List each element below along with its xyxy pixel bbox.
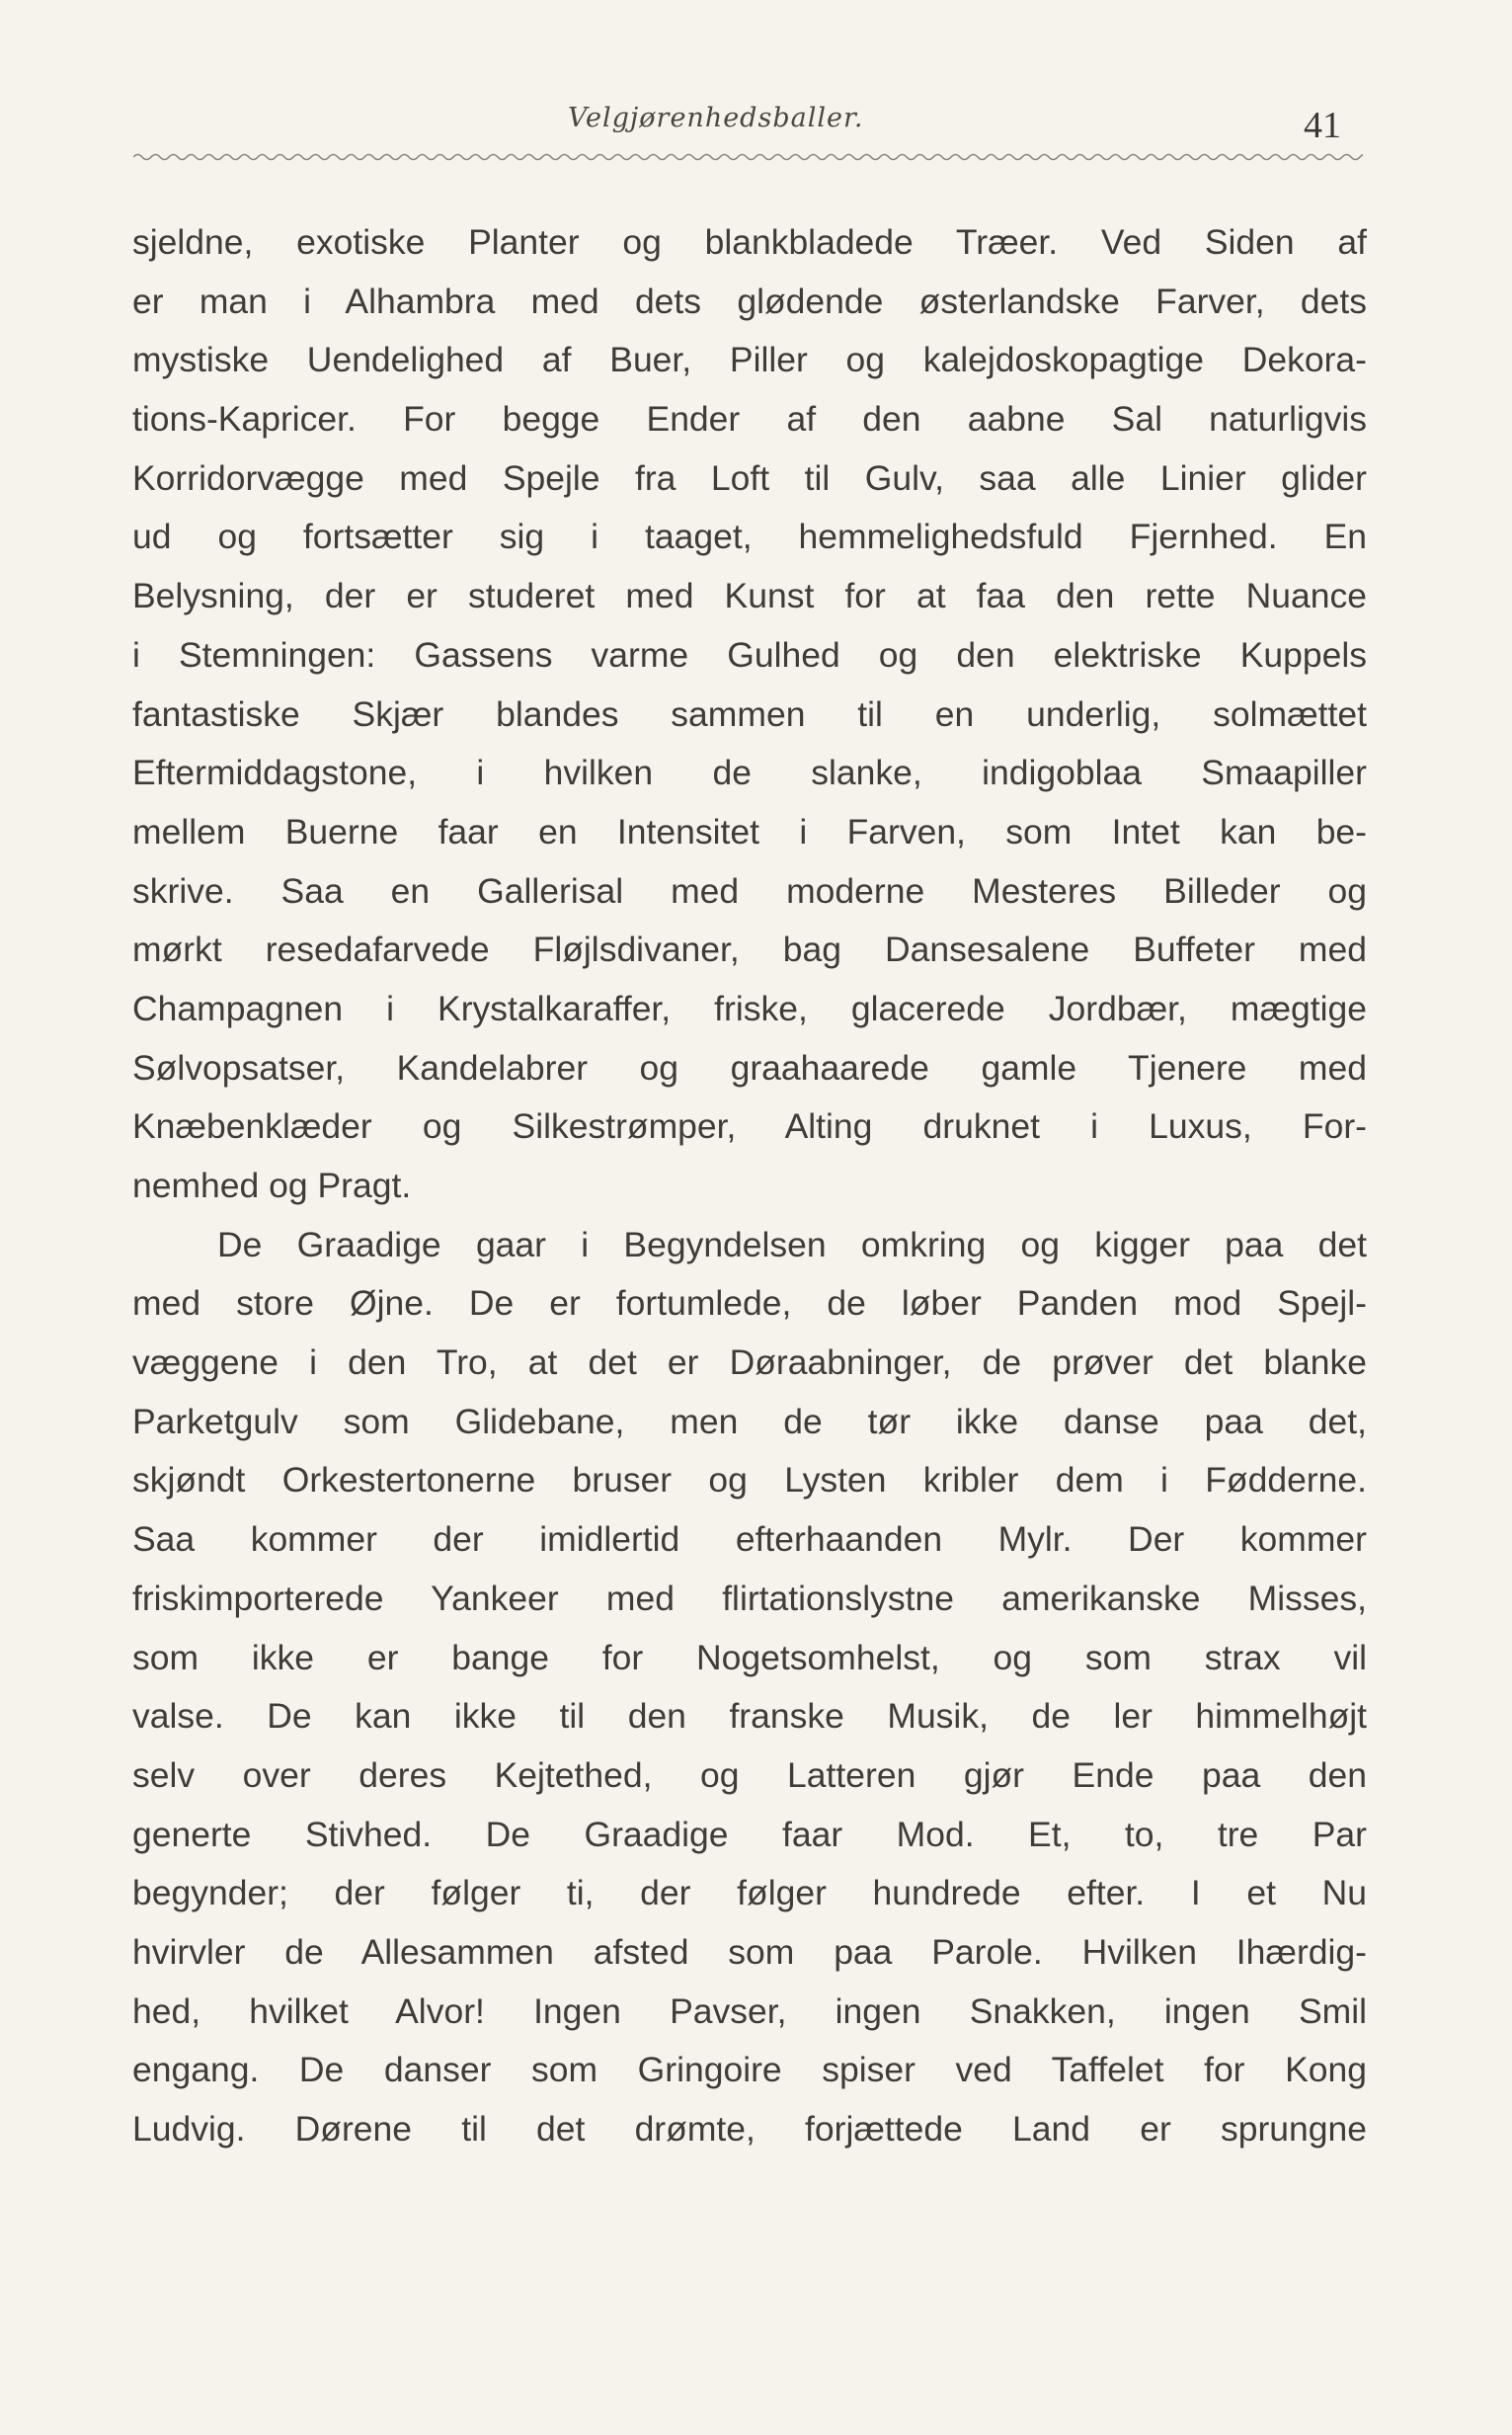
- text-line-11: mellem Buerne faar en Intensitet i Farven, som Intet kan be-: [132, 811, 1367, 852]
- page-number: 41: [1304, 105, 1341, 146]
- text-line-14: Champagnen i Krystalkaraffer, friske, glacerede Jordbær, mægtige: [132, 988, 1367, 1028]
- text-line-2: er man i Alhambra med dets glødende østerlandske Farver, dets: [132, 281, 1367, 321]
- text-line-17: nemhed og Pragt.: [132, 1166, 412, 1205]
- text-line-3: mystiske Uendelighed af Buer, Piller og kalejdoskopagtige Dekora-: [132, 340, 1367, 380]
- text-line-24: friskimporterede Yankeer med flirtationslystne amerikanske Misses,: [132, 1578, 1367, 1618]
- text-line-22: skjøndt Orkestertonerne bruser og Lysten kribler dem i Fødderne.: [132, 1460, 1367, 1501]
- text-line-27: selv over deres Kejtethed, og Latteren gjør Ende paa den: [132, 1754, 1367, 1795]
- text-line-26: valse. De kan ikke til den franske Musik, de ler himmelhøjt: [132, 1696, 1367, 1737]
- text-line-7: Belysning, der er studeret med Kunst for at faa den rette Nuance: [132, 576, 1367, 616]
- text-line-19: med store Øjne. De er fortumlede, de løber Panden mod Spejl-: [132, 1283, 1367, 1324]
- text-line-1: sjeldne, exotiske Planter og blankbladede Træer. Ved Siden af: [132, 222, 1367, 262]
- text-line-28: generte Stivhed. De Graadige faar Mod. Et, to, tre Par: [132, 1814, 1367, 1854]
- text-line-10: Eftermiddagstone, i hvilken de slanke, indigoblaa Smaapiller: [132, 753, 1367, 793]
- text-line-16: Knæbenklæder og Silkestrømper, Alting druknet i Luxus, For-: [132, 1106, 1367, 1147]
- text-line-31: hed, hvilket Alvor! Ingen Pavser, ingen Snakken, ingen Smil: [132, 1990, 1367, 2031]
- wavy-rule-ornament: [133, 148, 1363, 166]
- text-line-15: Sølvopsatser, Kandelabrer og graahaarede gamle Tjenere med: [132, 1047, 1367, 1088]
- text-line-29: begynder; der følger ti, der følger hundrede efter. I et Nu: [132, 1873, 1367, 1913]
- body-text: [132, 213, 1367, 2159]
- text-line-25: som ikke er bange for Nogetsomhelst, og som strax vil: [132, 1637, 1367, 1677]
- text-line-18: De Graadige gaar i Begyndelsen omkring og kigger paa det: [217, 1224, 1367, 1264]
- text-line-13: mørkt resedafarvede Fløjlsdivaner, bag Dansesalene Buffeter med: [132, 930, 1367, 970]
- text-line-4: tions-Kapricer. For begge Ender af den aabne Sal naturligvis: [132, 399, 1367, 440]
- text-line-5: Korridorvægge med Spejle fra Loft til Gulv, saa alle Linier glider: [132, 457, 1367, 498]
- text-line-8: i Stemningen: Gassens varme Gulhed og den elektriske Kuppels: [132, 634, 1367, 675]
- text-line-21: Parketgulv som Glidebane, men de tør ikke danse paa det,: [132, 1401, 1367, 1441]
- text-line-9: fantastiske Skjær blandes sammen til en underlig, solmættet: [132, 693, 1367, 734]
- text-line-33: Ludvig. Dørene til det drømte, forjættede Land er sprungne: [132, 2109, 1367, 2149]
- text-line-20: væggene i den Tro, at det er Døraabninger, de prøver det blanke: [132, 1342, 1367, 1383]
- text-line-23: Saa kommer der imidlertid efterhaanden Mylr. Der kommer: [132, 1519, 1367, 1560]
- text-line-30: hvirvler de Allesammen afsted som paa Parole. Hvilken Ihærdig-: [132, 1931, 1367, 1972]
- text-line-6: ud og fortsætter sig i taaget, hemmelighedsfuld Fjernhed. En: [132, 517, 1367, 557]
- text-line-12: skrive. Saa en Gallerisal med moderne Mesteres Billeder og: [132, 870, 1367, 911]
- running-title: Velgjørenhedsballer.: [568, 103, 864, 133]
- text-line-32: engang. De danser som Gringoire spiser ved Taffelet for Kong: [132, 2050, 1367, 2090]
